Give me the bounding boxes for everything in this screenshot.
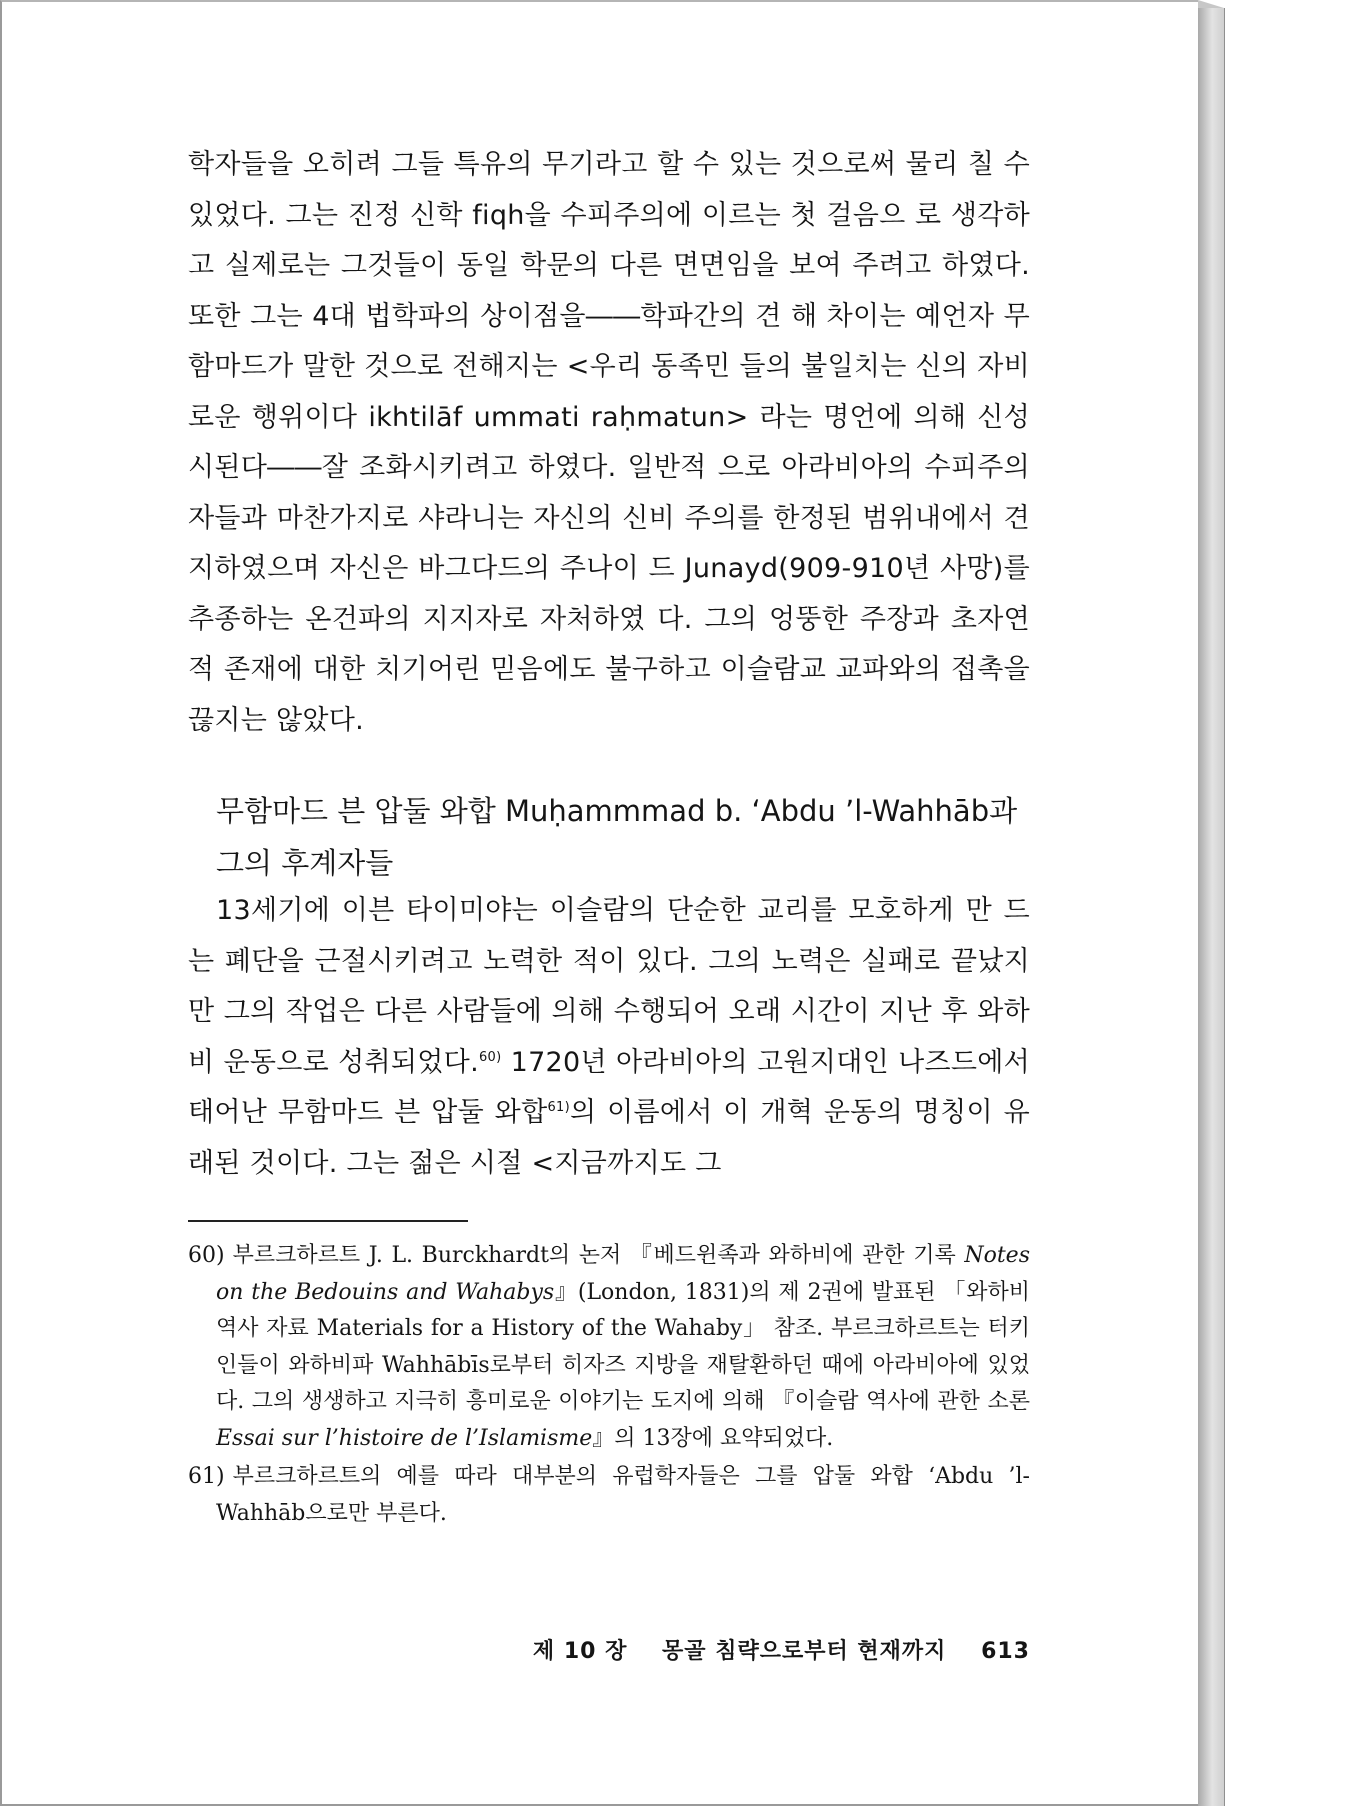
- chapter-number: 제 10 장: [532, 1639, 628, 1664]
- book-title-en: Notes on the Bedouins and Wahabys: [216, 1243, 1030, 1305]
- footnote-61: 61) 부르크하르트의 예를 따라 대부분의 유럽학자들은 그를 압둘 와합 ‘Abdu ’l-Wahhāb으로만 부른다.: [188, 1464, 1030, 1526]
- chapter-title: 몽골 침략으로부터 현재까지: [662, 1639, 947, 1664]
- section-heading: 무함마드 븐 압둘 와합 Muḥammmad b. ‘Abdu ’l-Wahhāb과 그의 후계자들: [216, 794, 1018, 880]
- footnotes: [188, 1238, 1030, 1534]
- page-number: 613: [981, 1639, 1030, 1664]
- running-footer: [188, 1634, 1030, 1665]
- paragraph-text: 학자들을 오히려 그들 특유의 무기라고 할 수 있는 것으로써 물리 칠 수 있었다. 그는 진정 신학 fiqh을 수피주의에 이르는 첫 걸음으 로 생각하고 실제로는 그것들이 동일 학문의 다른 면면임을 보여 주려고 하였다. 또한 그는 4대 법학파의 상이점을――학파간의 견 해 차이는 예언자 무함마드가 말한 것으로 전해지는 <우리 동족민 들의 불일치는 신의 자비로운 행위이다 ikhtilāf ummati raḥmatun> 라는 명언에 의해 신성시된다――잘 조화시키려고 하였다. 일반적 으로 아라비아의 수피주의자들과 마찬가지로 샤라니는 자신의 신비 주의를 한정된 범위내에서 견지하였으며 자신은 바그다드의 주나이 드 Junayd(909-910년 사망)를 추종하는 온건파의 지지자로 자처하였 다. 그의 엉뚱한 주장과 초자연적 존재에 대한 치기어린 믿음에도 불구하고 이슬람교 교파와의 접촉을 끊지는 않았다.: [188, 149, 1030, 736]
- page-stack-edge: [1198, 8, 1225, 1806]
- paragraph-continued: [188, 140, 1030, 746]
- footnote-ref-60: 60): [478, 1049, 502, 1065]
- footnote-60: 60) 부르크하르트 J. L. Burckhardt의 논저 『베드윈족과 와하비에 관한 기록 Notes on the Bedouins and Wahabys』(London, 1831)의 제 2권에 발표된 「와하비 역사 자료 Materials for a History of the Wahaby」 참조. 부르크하르트는 터키인들이 와하비파 Wahhābīs로부터 히자즈 지방을 재탈환하던 때에 아라비아에 있었다. 그의 생생하고 지극히 흥미로운 이야기는 도지에 의해 『이슬람 역사에 관한 소론 Essai sur l’histoire de l’Islamisme』의 13장에 요약되었다.: [188, 1243, 1031, 1451]
- footnote-ref-61: 61): [547, 1100, 570, 1115]
- footnote-divider: [188, 1220, 468, 1222]
- page-stack-top: [1198, 0, 1224, 8]
- paragraph-text: 13세기에 이븐 타이미야는 이슬람의 단순한 교리를 모호하게 만 드는 폐단을 근절시키려고 노력한 적이 있다. 그의 노력은 실패로 끝났지만 그의 작업은 다른 사람들에 의해 수행되어 오래 시간이 지난 후 와하비 운동으로 성취되었다.$^{60)}$ 1720년 아라비아의 고원지대인 나즈드에서 태어난 무함마드 븐 압둘 와합$^{61)}$의 이름에서 이 개혁 운동의 명칭이 유래된 것이다. 그는 젊은 시절 <지금까지도 그: [188, 895, 1030, 1179]
- book-title-fr: Essai sur l’histoire de l’Islamisme: [216, 1425, 593, 1451]
- paragraph-wahhab: [188, 886, 1030, 1189]
